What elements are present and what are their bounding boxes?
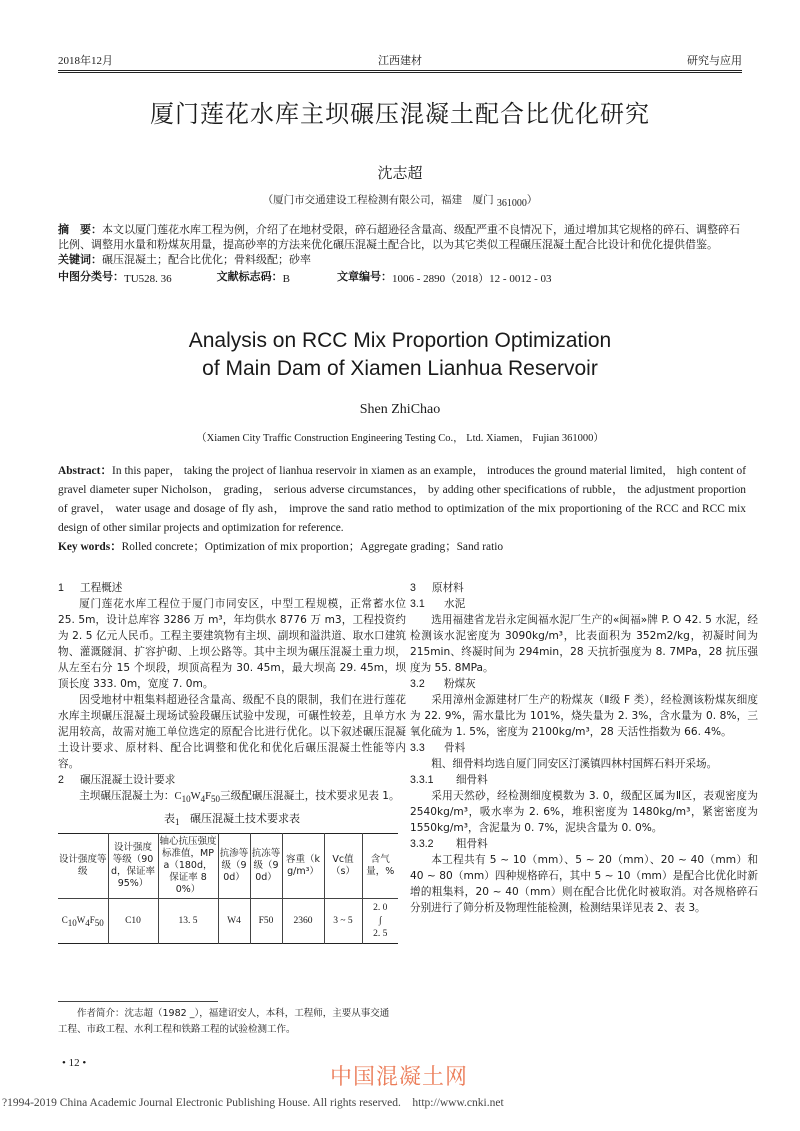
author-cn: 沈志超 xyxy=(377,164,423,182)
affiliation-postcode: 361000 xyxy=(496,198,527,209)
air-range-sign: ∫ xyxy=(378,915,382,926)
table-header-cell: 轴心抗压强度标准值，MPa（180d，保证率 80%） xyxy=(158,834,218,899)
section-3-2-paragraph: 采用漳州金源建材厂生产的粉煤灰（Ⅱ级 F 类），经检测该粉煤灰细度为 22. 9%，需水量比为 101%，烧失量为 2. 3%，含水量为 0. 8%，三氧化硫为 1. 5%，密度为 2100kg/m³，28 天活性指数为 66. 4%。 xyxy=(410,694,758,738)
author-en: Shen ZhiChao xyxy=(359,402,441,417)
doc-code-label: 文献标志码： xyxy=(216,270,283,283)
title-en-line2: of Main Dam of Xiamen Lianhua Reservoir xyxy=(202,357,598,380)
table-caption-text: 碾压混凝土技术要求表 xyxy=(190,812,300,825)
section-3-3-2-number: 3.3.2 xyxy=(410,838,434,850)
table-header-cell: Vc值（s） xyxy=(324,834,362,899)
section-2-number: 2 xyxy=(58,774,64,786)
grade-c: C xyxy=(174,791,182,802)
grade-c: C xyxy=(61,914,68,925)
abstract-en-label: Abstract： xyxy=(58,465,113,477)
article-no-label: 文章编号： xyxy=(337,270,393,283)
section-3-1-title: 水泥 xyxy=(444,598,466,610)
copyright-text: ?1994-2019 China Academic Journal Electronic Publishing House. All rights reserved. http://www.cnki.net xyxy=(2,1097,504,1109)
header-rule-bottom xyxy=(58,72,742,73)
table-cell: 2360 xyxy=(282,899,324,944)
page-number: • 12 • xyxy=(62,1057,87,1069)
section-1-paragraph-1: 厦门莲花水库工程位于厦门市同安区，中型工程规模，正常蓄水位 25. 5m，设计总库容 3286 万 m³，年均供水 8776 万 m3，工程投资约为 2. 5 亿元人民币。工程主要建筑物有主坝、副坝和溢洪道、取水口建筑物、灌溉隧洞、扩容护砌、上坝公路等。其中主坝为碾压混凝土重力坝，从左至右分 15 个坝段，坝顶高程为 30. 45m，最大坝高 29. 45m，坝顶长度 333. 0m，宽度 7. 0m。 xyxy=(58,598,406,690)
grade-w: W xyxy=(76,914,86,925)
running-header xyxy=(58,52,742,70)
grade-f-sub: 50 xyxy=(211,794,221,804)
author-footnote xyxy=(58,1006,398,1038)
grade-w: W xyxy=(190,791,201,802)
section-3-3-title: 骨料 xyxy=(444,742,466,754)
grade-f-sub: 50 xyxy=(94,917,104,928)
table-cell: F50 xyxy=(250,899,282,944)
section-2-title: 碾压混凝土设计要求 xyxy=(80,774,176,786)
keywords-en-label: Key words： xyxy=(58,541,122,553)
table-cell-air xyxy=(362,899,398,944)
clc-label: 中图分类号： xyxy=(58,270,124,283)
section-3-3-2-title: 粗骨料 xyxy=(456,838,488,850)
section-1-number: 1 xyxy=(58,582,64,594)
footnote-label: 作者简介： xyxy=(77,1008,125,1019)
classification-row xyxy=(58,269,742,287)
section-3-3-paragraph: 粗、细骨料均选自厦门同安区汀溪镇四林村国辉石料开采场。 xyxy=(431,758,718,770)
title-en-line1: Analysis on RCC Mix Proportion Optimization xyxy=(188,329,612,352)
issue-month: 12 xyxy=(91,55,102,67)
body-left-column xyxy=(58,580,406,944)
section-name: 研究与应用 xyxy=(687,54,742,67)
abstract-cn-label: 摘 要： xyxy=(58,223,102,236)
keywords-en xyxy=(58,538,746,557)
table-row xyxy=(58,899,398,944)
section-3-3-heading xyxy=(410,740,758,756)
abstract-cn-text: 本文以厦门莲花水库工程为例，介绍了在地材受限，碎石超逊径含量高、级配严重不良情况下，通过增加其它规格的碎石、调整碎石比例、调整用水量和粉煤灰用量，提高砂率的方法来优化碾压混凝土配合比，以为其它类似工程碾压混凝土配合比设计和优化提供借鉴。 xyxy=(58,223,740,251)
keywords-cn-label: 关键词： xyxy=(58,253,102,266)
section-3-2-heading xyxy=(410,676,758,692)
table-1 xyxy=(58,833,398,944)
footnote-paragraph xyxy=(58,1006,398,1038)
abstract-cn xyxy=(58,222,742,287)
air-max: 2. 5 xyxy=(373,928,388,939)
section-3-3-1-heading xyxy=(410,772,758,788)
section-2-heading xyxy=(58,772,406,788)
section-2-text-pre: 主坝碾压混凝土为： xyxy=(79,790,175,802)
keywords-cn-text: 碾压混凝土；配合比优化；骨料级配；砂率 xyxy=(102,253,311,266)
section-3-3-1-paragraph: 采用天然砂，经检测细度模数为 3. 0，级配区属为Ⅱ区，表观密度为 2540kg/m³，吸水率为 2. 6%，堆积密度为 1480kg/m³，紧密密度为 1550kg/m³，含泥量为 0. 7%，泥块含量为 0. 0%。 xyxy=(410,790,758,834)
section-1-heading xyxy=(58,580,406,596)
table-header-row xyxy=(58,834,398,899)
table-cell: 3 ~ 5 xyxy=(324,899,362,944)
doc-code-value: B xyxy=(282,273,291,285)
section-1-title: 工程概述 xyxy=(80,582,123,594)
section-1-paragraph-2: 因受地材中粗集料超逊径含量高、级配不良的限制，我们在进行莲花水库主坝碾压混凝土现场试验段碾压试验中发现，可碾性较差，且单方水泥用较高，故需对施工单位选定的原配合比进行优化。以下叙述碾压混凝土设计要求、原材料、配合比调整和优化和优化后碾压混凝土性能等内容。 xyxy=(58,694,406,770)
section-3-1-heading xyxy=(410,596,758,612)
section-2-text-post: 三级配碾压混凝土，技术要求见表 1。 xyxy=(220,790,400,802)
body-right-column xyxy=(410,580,758,916)
keywords-en-text: Rolled concrete；Optimization of mix proportion；Aggregate grading；Sand ratio xyxy=(121,541,504,553)
table-header-cell: 含气量，% xyxy=(362,834,398,899)
abstract-en-paragraph xyxy=(58,462,746,538)
section-3-3-1-title: 细骨料 xyxy=(456,774,488,786)
abstract-cn-paragraph xyxy=(58,222,742,252)
keywords-cn xyxy=(58,252,742,267)
section-3-3-2-heading xyxy=(410,836,758,852)
affiliation-en: （Xiamen City Traffic Construction Engineering Testing Co.， Ltd. Xiamen， Fujian 361000） xyxy=(196,433,604,444)
grade-w-sub: 4 xyxy=(200,794,206,804)
section-3-3-1-number: 3.3.1 xyxy=(410,774,434,786)
affiliation-cn xyxy=(0,192,800,209)
affiliation-org: （厦门市交通建设工程检测有限公司，福建 厦门 xyxy=(262,194,494,206)
section-3-number: 3 xyxy=(410,582,416,594)
table-cell-grade xyxy=(58,899,108,944)
table-cell: W4 xyxy=(218,899,250,944)
section-3-1-number: 3.1 xyxy=(410,598,425,610)
abstract-en xyxy=(58,462,746,557)
footnote-text: 沈志超（1982 _），福建诏安人，本科，工程师，主要从事交通工程、市政工程、水利工程和铁路工程的试验检测工作。 xyxy=(58,1008,390,1035)
section-3-1-paragraph: 选用福建省龙岩永定闽福水泥厂生产的«闽福»牌 P. O 42. 5 水泥，经检测该水泥密度为 3090kg/m³，比表面积为 352m2/kg，初凝时间为 215min、终凝时间为 294min，28 天抗折强度为 8. 7MPa，28 抗压强度为 55. 8MPa。 xyxy=(410,614,758,674)
section-3-heading xyxy=(410,580,758,596)
header-rule-top xyxy=(58,70,742,71)
table-caption-number: 1 xyxy=(175,817,180,827)
year-unit: 年 xyxy=(80,54,91,67)
footnote-rule xyxy=(58,1001,218,1002)
table-header-cell: 设计强度等级 xyxy=(59,854,107,877)
table-cell: C10 xyxy=(108,899,158,944)
title-en xyxy=(0,327,800,383)
table-header-cell: 抗渗等级（90d） xyxy=(218,834,250,899)
grade-f: F xyxy=(205,791,212,802)
concrete-grade xyxy=(175,791,220,802)
section-3-3-2-paragraph: 本工程共有 5 ~ 10（mm）、5 ~ 20（mm）、20 ~ 40（mm）和 40 ~ 80（mm）四种规格碎石，其中 5 ~ 10（mm）是配合比优化时新增的粗集料，20 ~ 40（mm）则在配合比优化时被取消。对各规格碎石分别进行了筛分析及物理性能检测，检测结果详见表 2、表 3。 xyxy=(410,854,758,914)
issue-year: 2018 xyxy=(58,55,80,67)
grade-w-sub: 4 xyxy=(85,917,90,928)
section-3-3-number: 3.3 xyxy=(410,742,425,754)
affiliation-close: ） xyxy=(526,194,538,206)
watermark: 中国混凝土网 xyxy=(330,1065,469,1090)
article-no-value: 1006 - 2890（2018）12 - 0012 - 03 xyxy=(392,273,552,285)
section-3-2-number: 3.2 xyxy=(410,678,425,690)
title-cn: 厦门莲花水库主坝碾压混凝土配合比优化研究 xyxy=(150,100,650,128)
grade-c-sub: 10 xyxy=(181,794,191,804)
table-cell: 13. 5 xyxy=(158,899,218,944)
section-2-paragraph xyxy=(58,788,406,807)
section-3-title: 原材料 xyxy=(432,582,464,594)
section-3-2-title: 粉煤灰 xyxy=(444,678,476,690)
month-unit: 月 xyxy=(102,54,113,67)
table-header-cell: 容重（kg/m³） xyxy=(282,834,324,899)
abstract-en-text: In this paper， taking the project of lianhua reservoir in xiamen as an example， introduces the ground material limited， high content of gravel diameter super Nicholson， grading， serious adverse circumstances， by adding other specifications of rubble， the adjustment proportion of gravel， water usage and dosage of fly ash， improve the sand ratio method to optimization of the mix proportioning of the RCC and RCC mix design of other similar projects and optimization for reference. xyxy=(58,465,746,534)
clc-value: TU528. 36 xyxy=(124,273,172,285)
table-1-caption xyxy=(58,811,406,830)
table-caption-label: 表 xyxy=(164,812,175,825)
journal-name: 江西建材 xyxy=(378,54,422,67)
grade-c-sub: 10 xyxy=(67,917,77,928)
grade-f: F xyxy=(89,914,95,925)
table-header-cell: 抗冻等级（90d） xyxy=(250,834,282,899)
air-min: 2. 0 xyxy=(373,902,388,913)
table-header-cell: 设计强度等级（90d，保证率95%） xyxy=(108,834,158,899)
